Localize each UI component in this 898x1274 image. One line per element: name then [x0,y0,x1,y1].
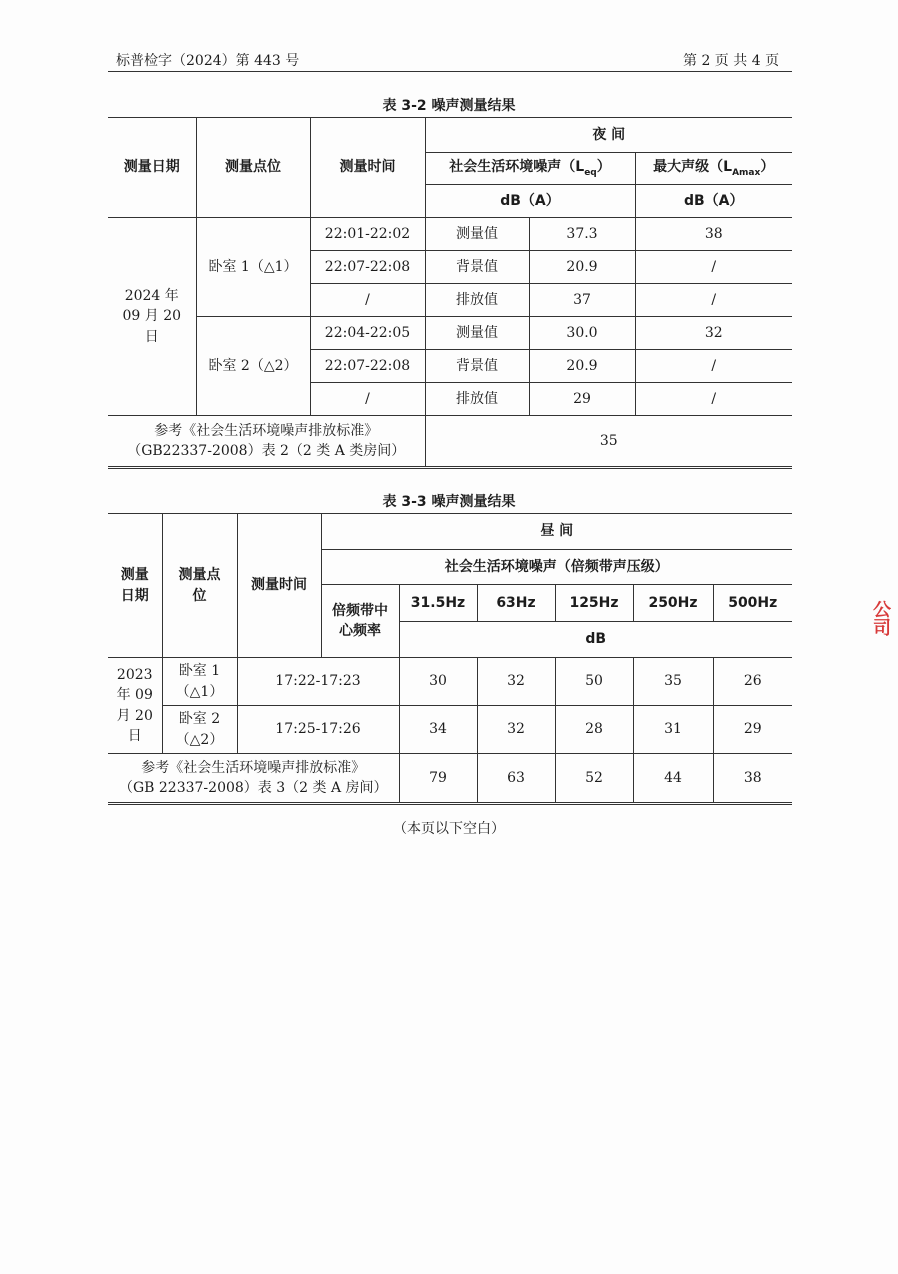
reference-standard: 参考《社会生活环境噪声排放标准》 （GB 22337-2008）表 3（2 类 A 房间） [108,754,399,804]
band-value: 32 [477,658,555,706]
freq-31-5hz: 31.5Hz [399,585,477,622]
header-period: 夜 间 [425,118,792,153]
point-name: 卧室 2（△2） [196,317,310,416]
value-type: 背景值 [425,350,529,383]
measure-time: / [310,284,425,317]
point-name: 卧室 1（△1） [196,218,310,317]
band-value: 28 [555,706,633,754]
table2-caption: 表 3-3 噪声测量结果 [382,494,516,510]
leq-value: 37 [529,284,635,317]
measure-date: 2023 年 09 月 20 日 [108,658,162,754]
measure-time: 17:22-17:23 [237,658,399,706]
night-noise-table [108,117,792,469]
header-unit: dB [399,622,792,658]
header-period: 昼 间 [321,514,792,550]
reference-value: 35 [425,416,792,468]
lmax-value: / [635,284,792,317]
reference-value: 79 [399,754,477,804]
freq-125hz: 125Hz [555,585,633,622]
value-type: 排放值 [425,284,529,317]
table1-caption: 表 3-2 噪声测量结果 [382,98,516,114]
value-type: 排放值 [425,383,529,416]
measure-time: 22:01-22:02 [310,218,425,251]
freq-500hz: 500Hz [713,585,792,622]
freq-63hz: 63Hz [477,585,555,622]
band-value: 29 [713,706,792,754]
point-name: 卧室 2（△2） [162,706,237,754]
header-lmax: 最大声级$(L_{Amax})$ [635,153,792,185]
measure-time: 22:04-22:05 [310,317,425,350]
lmax-value: 32 [635,317,792,350]
band-value: 35 [633,658,713,706]
leq-value: 37.3 [529,218,635,251]
reference-value: 63 [477,754,555,804]
leq-value: 20.9 [529,350,635,383]
header-time: 测量时间 [237,514,321,658]
reference-value: 52 [555,754,633,804]
lmax-value: / [635,350,792,383]
header-unit-lmax: dB（A） [635,185,792,218]
value-type: 测量值 [425,317,529,350]
day-noise-table [108,513,792,805]
measure-time: 17:25-17:26 [237,706,399,754]
leq-value: 20.9 [529,251,635,284]
reference-value: 38 [713,754,792,804]
measure-time: 22:07-22:08 [310,251,425,284]
page-indicator: 第 2 页 共 4 页 [683,53,780,69]
band-value: 26 [713,658,792,706]
value-type: 背景值 [425,251,529,284]
measure-date: 2024 年 09 月 20 日 [108,218,196,416]
document-number: 标普检字（2024）第 443 号 [116,53,300,69]
header-noise: 社会生活环境噪声（倍频带声压级） [321,550,792,585]
company-seal-fragment: 公司 [870,600,891,636]
measure-time: 22:07-22:08 [310,350,425,383]
measure-time: / [310,383,425,416]
header-unit-leq: dB（A） [425,185,635,218]
header-point: 测量点位 [196,118,310,218]
header-leq: 社会生活环境噪声$(L_{eq})$ [425,153,635,185]
freq-250hz: 250Hz [633,585,713,622]
value-type: 测量值 [425,218,529,251]
lmax-value: / [635,251,792,284]
band-value: 31 [633,706,713,754]
reference-standard: 参考《社会生活环境噪声排放标准》 （GB22337-2008）表 2（2 类 A 类房间） [108,416,425,468]
point-name: 卧室 1（△1） [162,658,237,706]
lmax-value: / [635,383,792,416]
header-frequency: 倍频带中心频率 [321,585,399,658]
reference-value: 44 [633,754,713,804]
header-date: 测量日期 [108,118,196,218]
header-point: 测量点位 [162,514,237,658]
header-date: 测量日期 [108,514,162,658]
band-value: 50 [555,658,633,706]
header-divider [108,71,792,72]
leq-value: 29 [529,383,635,416]
leq-value: 30.0 [529,317,635,350]
band-value: 32 [477,706,555,754]
header-time: 测量时间 [310,118,425,218]
band-value: 30 [399,658,477,706]
lmax-value: 38 [635,218,792,251]
blank-page-note: （本页以下空白） [393,821,505,837]
band-value: 34 [399,706,477,754]
